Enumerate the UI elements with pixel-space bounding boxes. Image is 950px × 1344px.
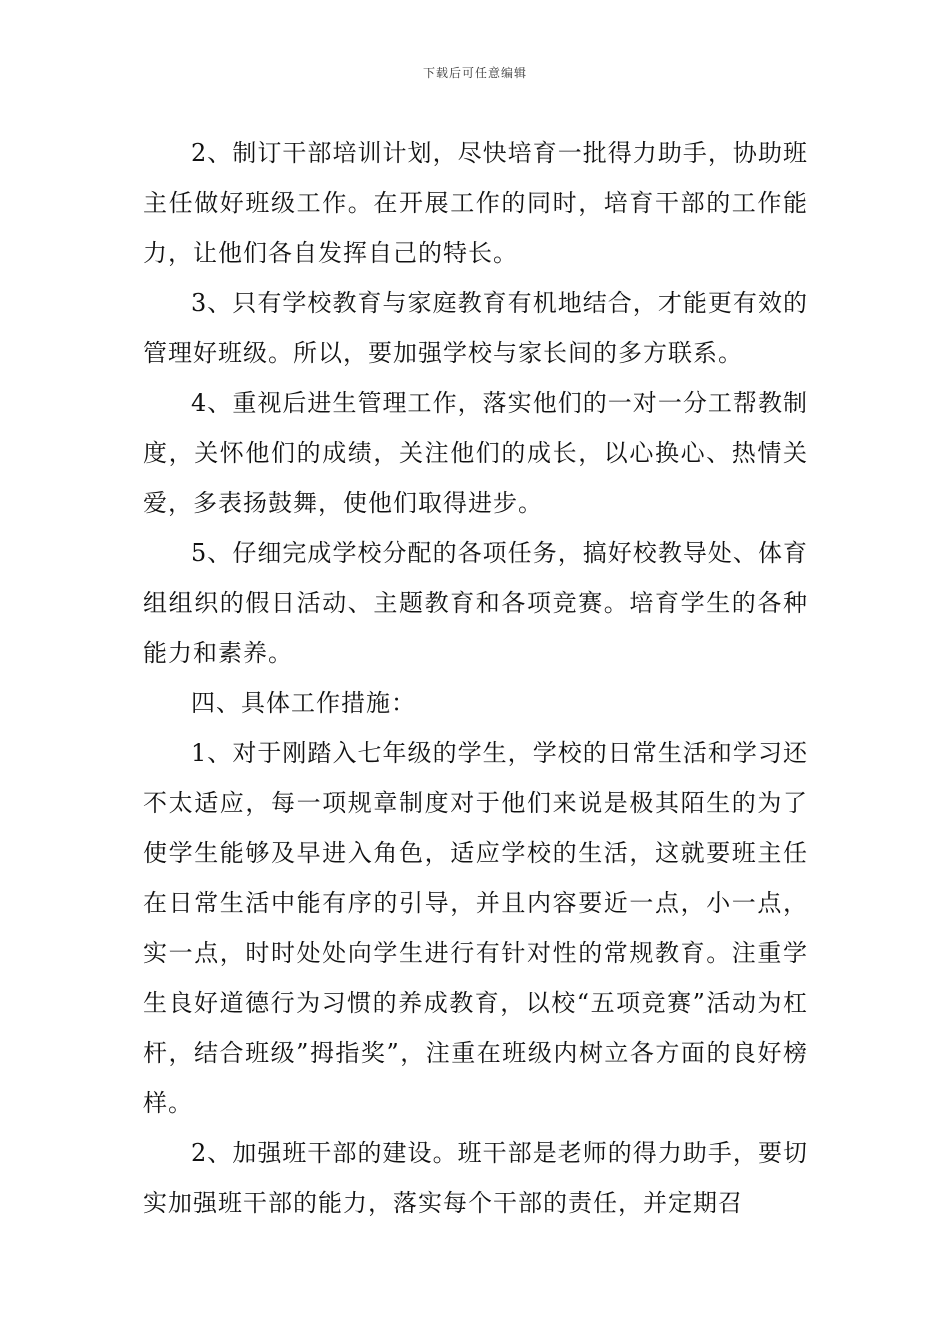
paragraph: 3、只有学校教育与家庭教育有机地结合，才能更有效的管理好班级。所以，要加强学校与家长间的多方联系。: [143, 289, 808, 367]
section-heading: 四、具体工作措施：: [191, 689, 416, 717]
header-note: 下载后可任意编辑: [422, 66, 527, 80]
document-body: [143, 128, 808, 1228]
paragraph: 4、重视后进生管理工作，落实他们的一对一分工帮教制度，关怀他们的成绩，关注他们的成长，以心换心、热情关爱，多表扬鼓舞，使他们取得进步。: [143, 389, 808, 517]
paragraph: 2、加强班干部的建设。班干部是老师的得力助手，要切实加强班干部的能力，落实每个干部的责任，并定期召: [143, 1139, 808, 1217]
paragraph: 2、制订干部培训计划，尽快培育一批得力助手，协助班主任做好班级工作。在开展工作的同时，培育干部的工作能力，让他们各自发挥自己的特长。: [143, 139, 808, 267]
paragraph: 1、对于刚踏入七年级的学生，学校的日常生活和学习还不太适应，每一项规章制度对于他们来说是极其陌生的为了使学生能够及早进入角色，适应学校的生活，这就要班主任在日常生活中能有序的引导，并且内容要近一点，小一点，实一点，时时处处向学生进行有针对性的常规教育。注重学生良好道德行为习惯的养成教育，以校“五项竞赛”活动为杠杆，结合班级”拇指奖”，注重在班级内树立各方面的良好榜样。: [143, 739, 808, 1117]
paragraph: 5、仔细完成学校分配的各项任务，搞好校教导处、体育组组织的假日活动、主题教育和各项竞赛。培育学生的各种能力和素养。: [143, 539, 808, 667]
